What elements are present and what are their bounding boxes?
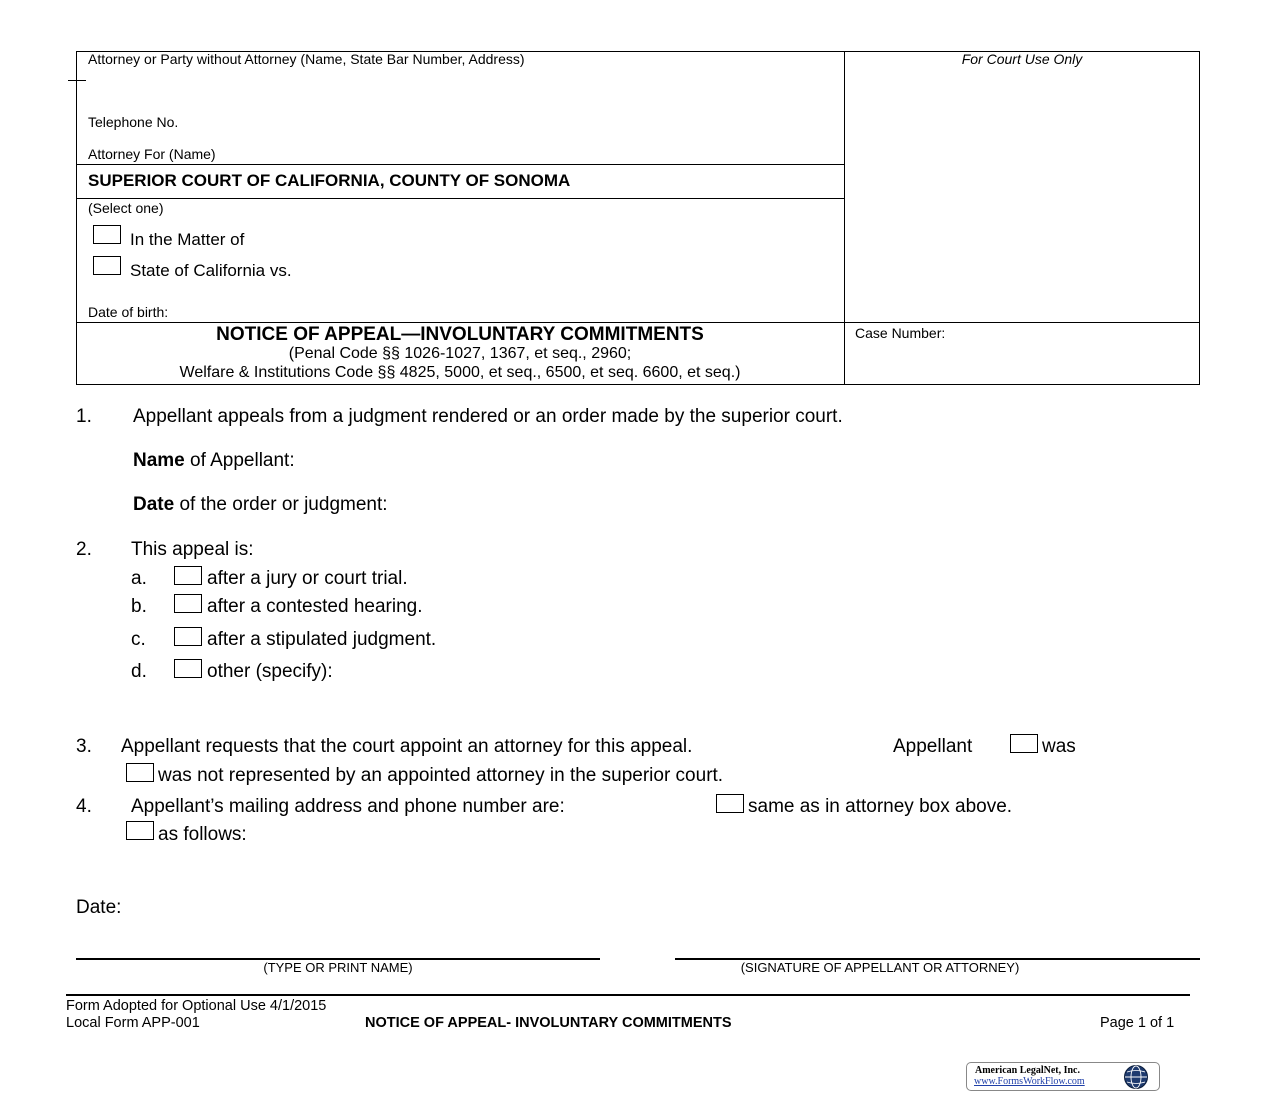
option-c-text: after a stipulated judgment. (207, 629, 437, 650)
form-subtitle-2: Welfare & Institutions Code §§ 4825, 5000, et seq., 6500, et seq. 6600, et seq.) (179, 364, 741, 381)
form-subtitle-1: (Penal Code §§ 1026-1027, 1367, et seq., 2960; (288, 345, 632, 362)
order-date-rest: of the order or judgment: (174, 494, 388, 515)
was-not-represented-checkbox[interactable] (126, 763, 154, 782)
was-not-label: was not represented by an appointed attorney in the superior court. (158, 765, 724, 786)
item1-text: Appellant appeals from a judgment rendered or an order made by the superior court. (133, 406, 843, 427)
form-title: NOTICE OF APPEAL—INVOLUNTARY COMMITMENTS (216, 324, 704, 345)
state-of-california-label: State of California vs. (130, 261, 292, 280)
in-the-matter-label: In the Matter of (130, 230, 245, 249)
footer-title: NOTICE OF APPEAL- INVOLUNTARY COMMITMENTS (365, 1015, 732, 1031)
footer-adopted: Form Adopted for Optional Use 4/1/2015 (66, 998, 327, 1014)
footer-page: Page 1 of 1 (1100, 1015, 1175, 1031)
option-a-text: after a jury or court trial. (207, 568, 408, 589)
item3-appellant: Appellant (893, 736, 973, 757)
item4-number: 4. (76, 796, 92, 817)
item1-number: 1. (76, 406, 92, 427)
order-date-bold: Date (133, 494, 175, 515)
option-b-letter: b. (131, 596, 147, 617)
order-date-label (133, 494, 388, 516)
item3-number: 3. (76, 736, 92, 757)
option-c-letter: c. (131, 629, 146, 650)
date-of-birth-label: Date of birth: (88, 304, 169, 320)
court-use-only: For Court Use Only (961, 51, 1083, 67)
footer-rule (66, 994, 1190, 996)
option-b-text: after a contested hearing. (207, 596, 423, 617)
globe-icon (1123, 1064, 1149, 1090)
contested-hearing-checkbox[interactable] (174, 594, 202, 613)
item3-text: Appellant requests that the court appoint an attorney for this appeal. (121, 736, 693, 757)
case-number-label: Case Number: (855, 325, 946, 341)
select-one-label: (Select one) (88, 200, 164, 216)
was-represented-checkbox[interactable] (1010, 734, 1038, 753)
logo-url[interactable]: www.FormsWorkFlow.com (974, 1076, 1085, 1087)
option-d-text: other (specify): (207, 661, 333, 682)
jury-trial-checkbox[interactable] (174, 566, 202, 585)
telephone-label: Telephone No. (88, 114, 179, 130)
same-as-above-checkbox[interactable] (716, 794, 744, 813)
same-as-above-label: same as in attorney box above. (748, 796, 1013, 817)
state-of-california-checkbox[interactable] (93, 256, 121, 275)
date-label: Date: (76, 897, 122, 918)
as-follows-checkbox[interactable] (126, 821, 154, 840)
appellant-name-label (133, 450, 295, 472)
attorney-label: Attorney or Party without Attorney (Name, State Bar Number, Address) (88, 51, 525, 67)
option-d-letter: d. (131, 661, 147, 682)
option-a-letter: a. (131, 568, 147, 589)
logo-company: American LegalNet, Inc. (975, 1065, 1080, 1076)
attorney-for-label: Attorney For (Name) (88, 146, 216, 162)
footer-form-number: Local Form APP-001 (66, 1015, 200, 1031)
as-follows-label: as follows: (158, 824, 247, 845)
appellant-name-bold: Name (133, 450, 185, 471)
other-specify-checkbox[interactable] (174, 659, 202, 678)
item2-text: This appeal is: (131, 539, 254, 560)
legalnet-logo[interactable] (966, 1062, 1160, 1091)
print-name-caption: (TYPE OR PRINT NAME) (263, 960, 413, 975)
stipulated-judgment-checkbox[interactable] (174, 627, 202, 646)
was-label: was (1042, 736, 1076, 757)
in-the-matter-checkbox[interactable] (93, 225, 121, 244)
signature-caption: (SIGNATURE OF APPELLANT OR ATTORNEY) (740, 960, 1020, 975)
item2-number: 2. (76, 539, 92, 560)
item4-text: Appellant’s mailing address and phone number are: (131, 796, 565, 817)
appellant-name-rest: of Appellant: (184, 450, 295, 471)
court-name: SUPERIOR COURT OF CALIFORNIA, COUNTY OF SONOMA (88, 171, 571, 190)
